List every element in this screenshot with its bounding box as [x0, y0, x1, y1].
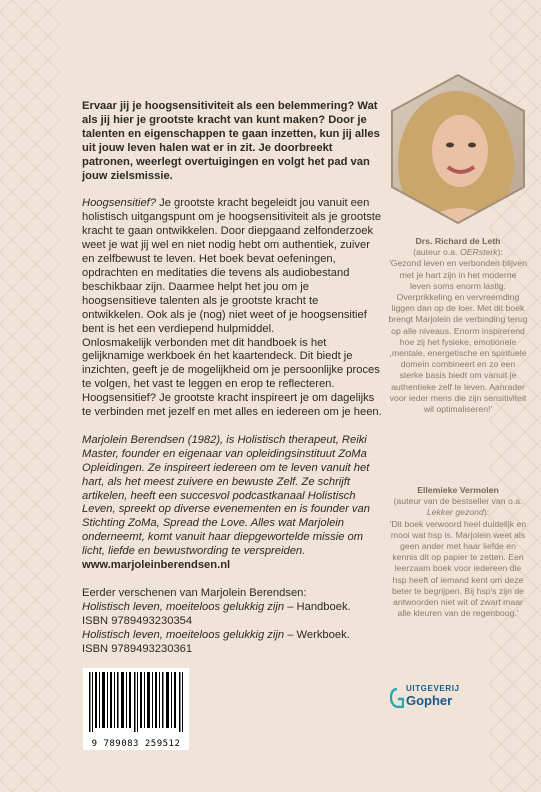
- endorser-2-name: Ellemieke Vermolen: [417, 485, 499, 495]
- book2-title: Holistisch leven, moeiteloos gelukkig zijn: [82, 628, 285, 641]
- author-bio: [82, 434, 382, 573]
- description-lead: Hoogsensitief?: [82, 197, 157, 210]
- author-photo: [388, 73, 528, 225]
- diamond-pattern-left: [0, 0, 60, 792]
- author-website: www.marjoleinberendsen.nl: [82, 559, 231, 572]
- author-bio-text: Marjolein Berendsen (1982), is Holistisch therapeut, Reiki Master, founder en eigenaar van opleidingsinstituut ZoMa Opleidingen. Ze inspireert iedereen om te leven vanuit het hart, als het meest zuivere en bewuste Zelf. Ze schrijft artikelen, heeft een succesvol podcastkanaal Holistisch Leven, spreekt op diverse evenementen en is founder van Stichting ZoMa, Spread the Love. Alles wat Marjolein onderneemt, komt vanuit haar diepgewortelde missie om licht, liefde en bewustwording te verspreiden.: [82, 433, 370, 558]
- description-paragraph-1: [82, 197, 382, 420]
- isbn-barcode: [83, 668, 189, 750]
- endorsement-2: [388, 485, 528, 619]
- endorsement-2-text: 'Dit boek verwoord heel duidelijk en mooi wat hsp is. Marjolein weet als geen ander met haar liefde en kennis dit op papier te zetten. Een leerzaam boek voor iedereen die hsp heeft of iemand kent om deze beter te begrijpen. Bij hsp's zijn de antwoorden niet wit of zwart maar alle kleuren van de regenboog.': [389, 518, 527, 619]
- endorser-2-role: (auteur van de bestseller van o.a. Lekker gezond):: [393, 496, 523, 518]
- endorsement-1: [388, 236, 528, 415]
- book2-isbn: ISBN 9789493230361: [82, 642, 193, 655]
- publisher-mark-icon: [390, 688, 404, 708]
- book1-type: – Handboek.: [284, 600, 351, 613]
- endorser-1-name: Drs. Richard de Leth: [415, 236, 501, 246]
- earlier-books-label: Eerder verschenen van Marjolein Berendsen:: [82, 587, 307, 599]
- earlier-books: [82, 587, 382, 657]
- book1-title: Holistisch leven, moeiteloos gelukkig zijn: [82, 600, 285, 613]
- book2-type: – Werkboek.: [284, 628, 350, 641]
- description-paragraph-2: Onlosmakelijk verbonden met dit handboek is het gelijknamige werkboek én het kaartendeck. Dit biedt je inzichten, geeft je de mogelijkheid om je persoonlijke proces te volgen, het vast te leggen en erop te reflecteren. Hoogsensitief? Je grootste kracht inspireert je om dagelijks te verbinden met jezelf en met alles en iedereen om je heen.: [82, 336, 382, 419]
- publisher-logo: [390, 680, 490, 714]
- intro-paragraph: Ervaar jij je hoogsensitiviteit als een belemmering? Wat als jij hier je grootste kracht van kunt maken? Door je talenten en eigenschappen te gaan inzetten, kun jij alles uit jouw leven halen wat er in zit. Je doorbreekt patronen, weerlegt overtuigingen en volgt het pad van jouw zielsmissie.: [82, 100, 380, 182]
- book1-isbn: ISBN 9789493230354: [82, 614, 193, 627]
- publisher-name: Gopher: [406, 693, 453, 708]
- description-body: Je grootste kracht begeleidt jou vanuit een holistisch uitgangspunt om je hoogsensitiviteit als je grootste kracht te gaan ontwikkelen. Door diepgaand zelfonderzoek weet je wat jij wel en niet nodig hebt om authentiek, zuiver en zelfbewust te leven. Het boek bevat oefeningen, opdrachten en meditaties die tevens als audiobestand beschikbaar zijn. Daarmee helpt het jou om je hoogsensitieve talenten als je grootste kracht te ontwikkelen. Ook als je (nog) niet weet of je hoogsensitief bent is het een verdiepend hulpmiddel.: [82, 197, 382, 335]
- endorser-1-role: (auteur o.a. OERsterk):: [413, 247, 503, 258]
- endorsement-1-text: 'Gezond leven en verbonden blijven met je hart zijn in het moderne leven soms enorm lastig. Overprikkeling en vervreemding liggen dan op de loer. Met dit boek brengt Marjolein de verbinding terug op alle niveaus. Enorm inspirerend hoe zij het fysieke, emotionele ,mentale, energetische en spirituele domein combineert en zo een sterke basis biedt om vanuit je authentieke zelf te leven. Aanrader voor ieder mens die zijn sensitiviteit wil optimaliseren!': [388, 258, 528, 415]
- publisher-label: UITGEVERIJ: [406, 684, 460, 693]
- main-text-column: [82, 100, 382, 671]
- barcode-number: 9 789083 259512: [91, 739, 181, 749]
- barcode-bars: [83, 668, 189, 734]
